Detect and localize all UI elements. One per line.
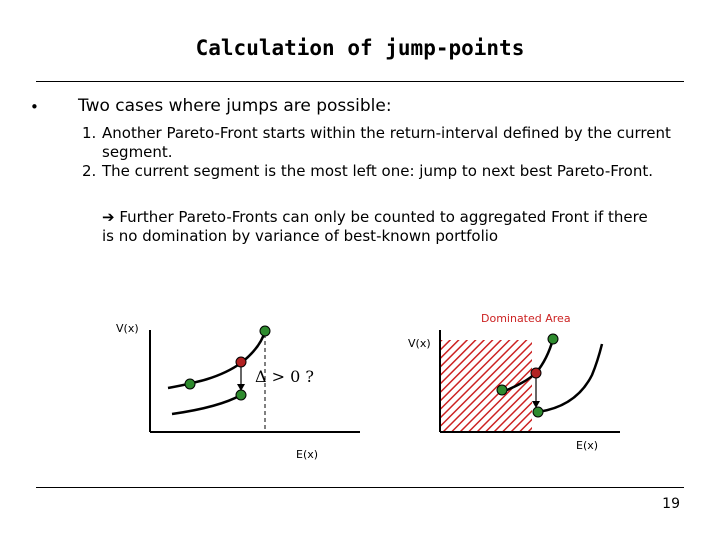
right-diagram	[408, 312, 620, 452]
note-text: Further Pareto-Fronts can only be counted to aggregated Front if there is no domination by variance of best-known portfolio	[102, 208, 648, 245]
pareto-point-green	[185, 379, 195, 389]
case-number: 1.	[82, 124, 97, 142]
case-text: Another Pareto-Front starts within the return-interval defined by the current segment.	[102, 124, 671, 161]
pareto-point-green	[533, 407, 543, 417]
pareto-point-green	[497, 385, 507, 395]
pareto-point-green	[260, 326, 270, 336]
pareto-point-green	[236, 390, 246, 400]
right-arrow-icon: ➔	[102, 208, 115, 226]
delta-label: Δ > 0 ?	[255, 367, 314, 386]
upper-front-curve	[168, 331, 265, 388]
left-x-label: E(x)	[296, 448, 319, 461]
right-y-label: V(x)	[408, 337, 431, 350]
case-number: 2.	[82, 162, 97, 180]
footer-divider	[36, 487, 684, 488]
dominated-area-label: Dominated Area	[481, 312, 571, 325]
left-y-label: V(x)	[116, 322, 139, 335]
lead-text: Two cases where jumps are possible:	[78, 96, 392, 116]
slide-title: Calculation of jump-points	[195, 36, 525, 60]
lower-front-curve	[172, 395, 241, 414]
pareto-point-green	[548, 334, 558, 344]
page-number: 19	[662, 496, 680, 512]
case-text: The current segment is the most left one: jump to next best Pareto-Front.	[102, 162, 653, 180]
left-diagram	[116, 322, 360, 461]
pareto-point-red	[531, 368, 541, 378]
right-x-label: E(x)	[576, 439, 599, 452]
pareto-point-red	[236, 357, 246, 367]
bullet-marker: •	[30, 98, 39, 116]
